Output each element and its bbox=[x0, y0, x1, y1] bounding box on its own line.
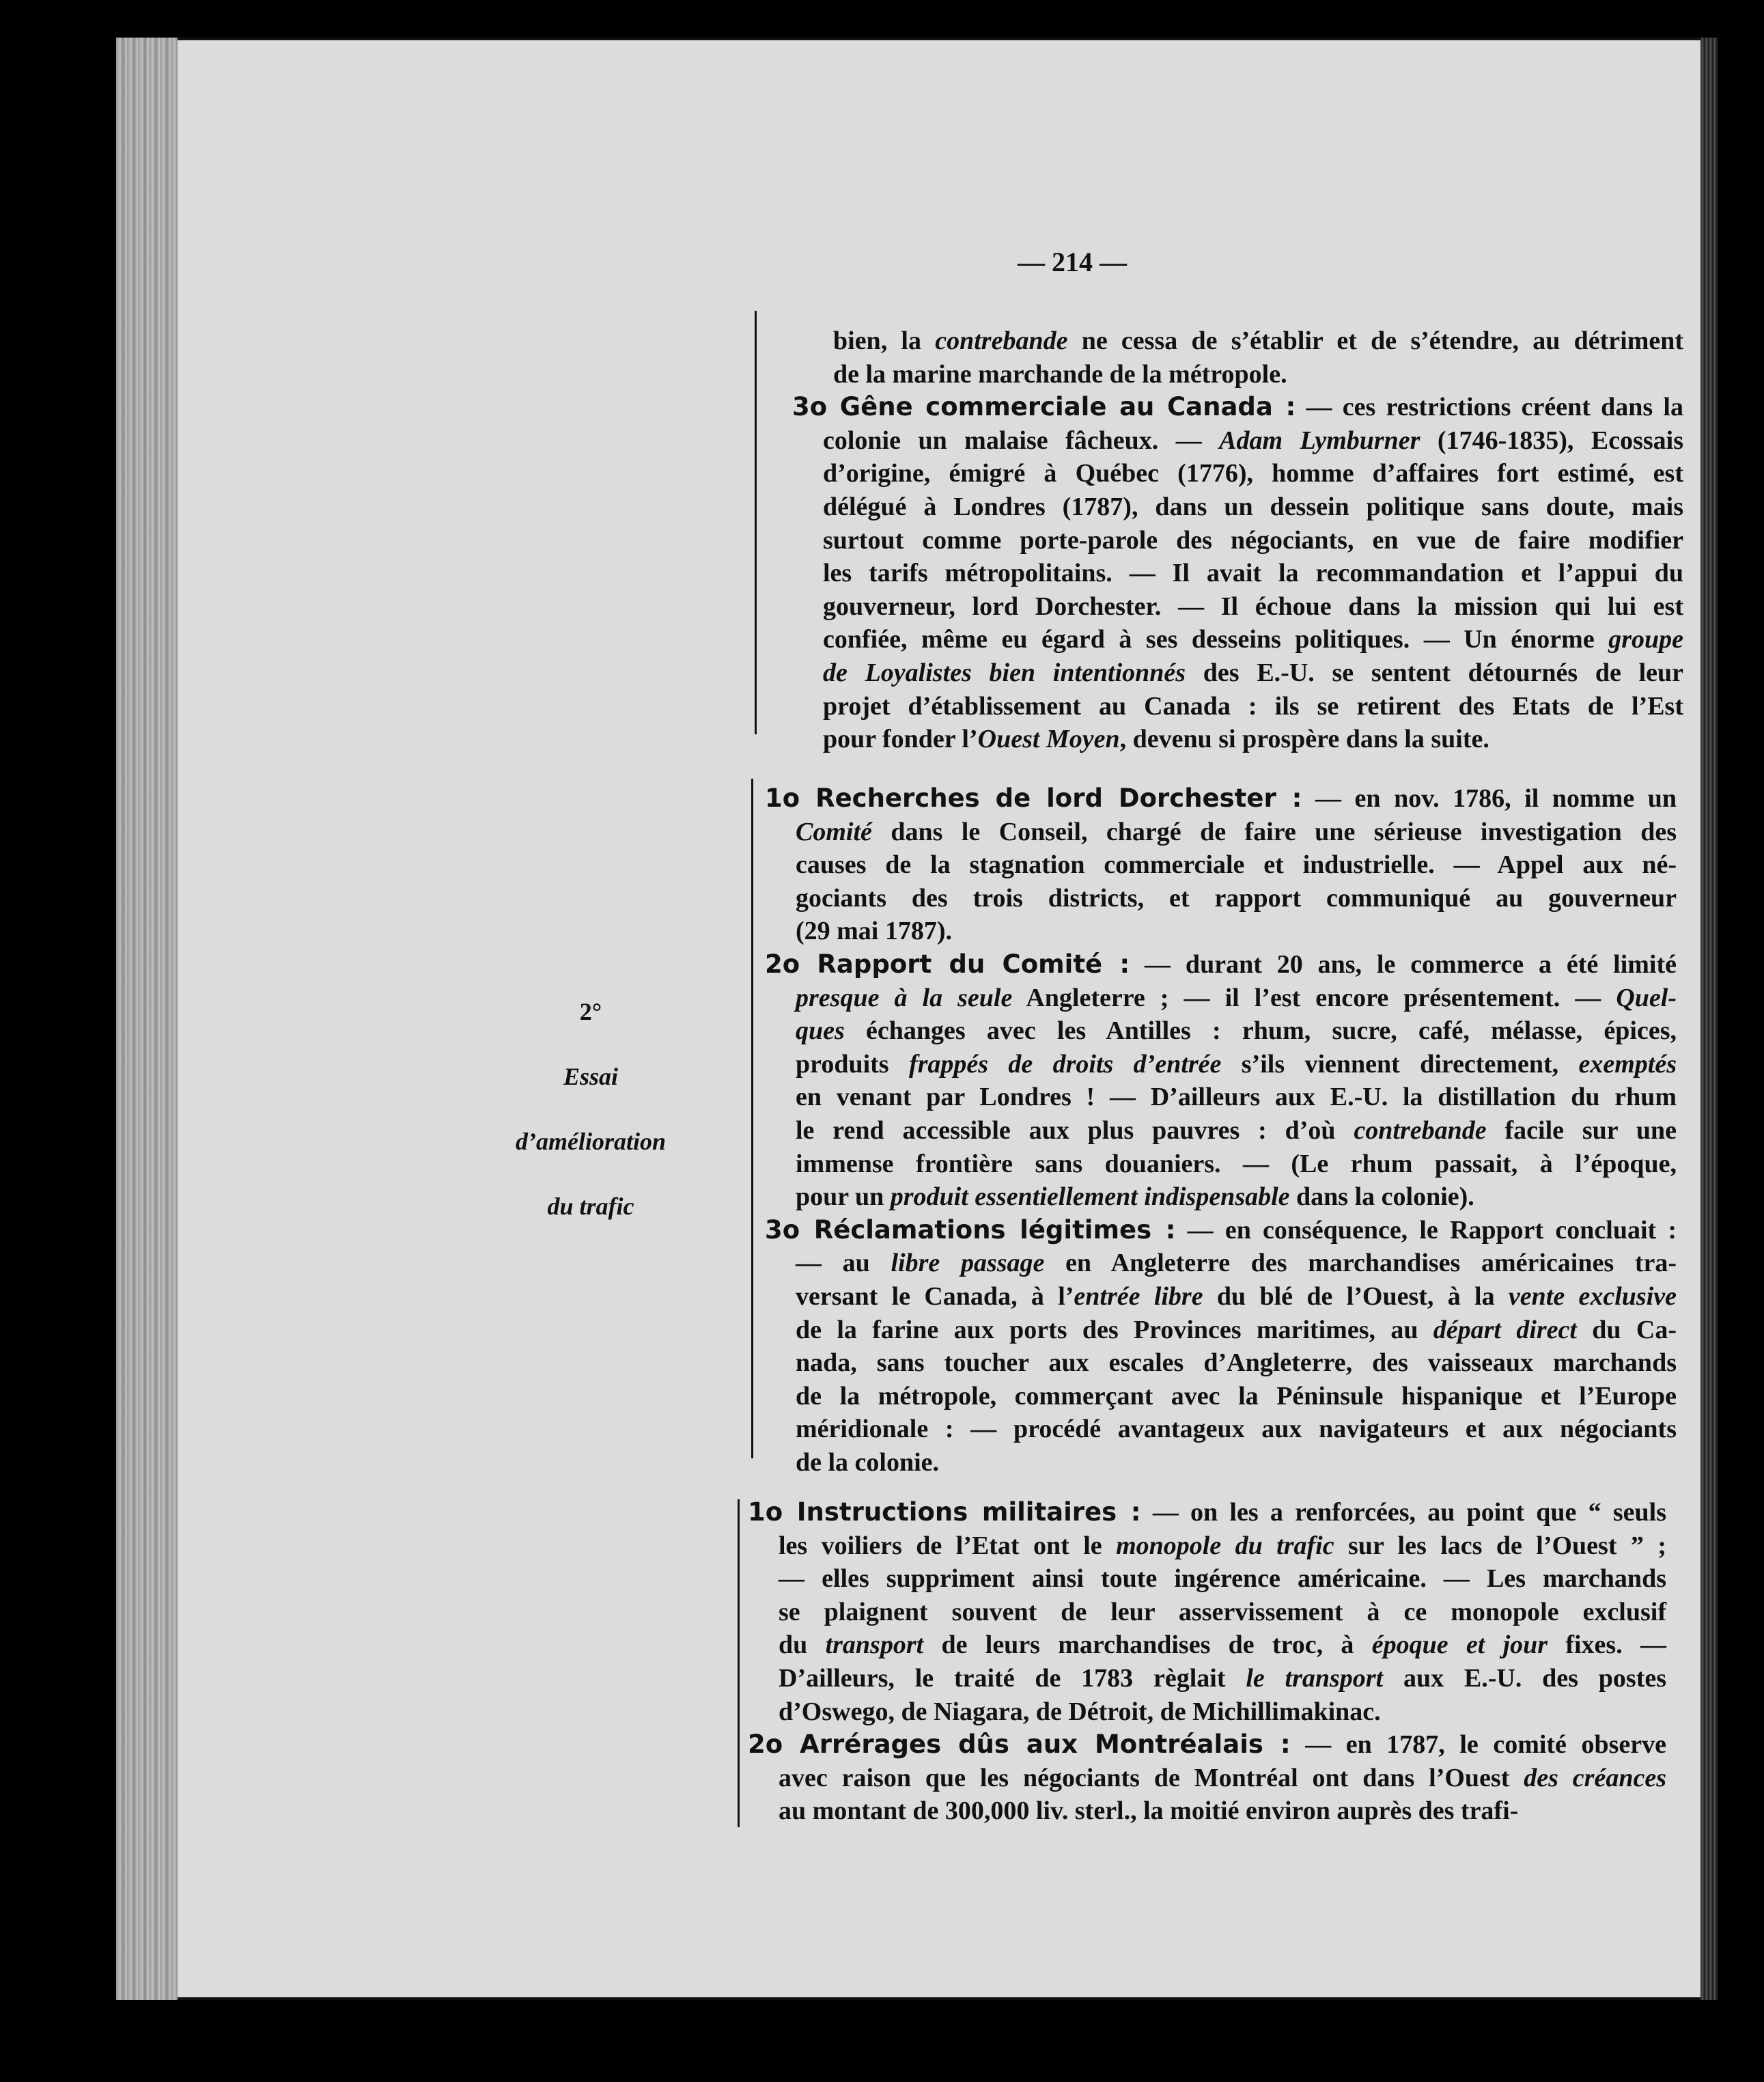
text-line: 1o Instructions militaires : — on les a renforcées, au point que “ seuls bbox=[748, 1497, 1666, 1527]
text-line: produits frappés de droits d’entrée s’ils viennent directement, exemptés bbox=[796, 1049, 1677, 1079]
italic-text: époque et jour bbox=[1371, 1630, 1548, 1660]
text-line: délégué à Londres (1787), dans un dessein politique sans doute, mais bbox=[823, 492, 1683, 521]
margin-note-line: d’amélioration bbox=[515, 1128, 666, 1155]
text-line: presque à la seule Angleterre ; — il l’est encore présentement. — Quel- bbox=[796, 983, 1677, 1012]
italic-text: Quel- bbox=[1616, 983, 1677, 1012]
section-brace bbox=[751, 779, 753, 1458]
text-line: de la métropole, commerçant avec la Péninsule hispanique et l’Europe bbox=[796, 1381, 1677, 1411]
italic-text: Comité bbox=[796, 817, 872, 846]
italic-text: contrebande bbox=[1354, 1115, 1487, 1145]
italic-text: ques bbox=[796, 1016, 845, 1046]
text-line: nada, sans toucher aux escales d’Angleterre, des vaisseaux marchands bbox=[796, 1348, 1677, 1378]
text-line: colonie un malaise fâcheux. — Adam Lymburner (1746-1835), Ecossais bbox=[823, 426, 1683, 455]
text-line: 2o Arrérages dûs aux Montréalais : — en 1787, le comité observe bbox=[748, 1730, 1666, 1760]
italic-text: de Loyalistes bien intentionnés bbox=[823, 658, 1186, 687]
text-line: causes de la stagnation commerciale et industrielle. — Appel aux né- bbox=[796, 850, 1677, 880]
text-line: surtout comme porte-parole des négociants, en vue de faire modifier bbox=[823, 525, 1683, 555]
text-line: D’ailleurs, le traité de 1783 règlait le transport aux E.-U. des postes bbox=[779, 1663, 1666, 1693]
text-line: projet d’établissement au Canada : ils se retirent des Etats de l’Est bbox=[823, 691, 1683, 721]
block2-item3 bbox=[765, 1214, 1677, 1480]
text-line: le rend accessible aux plus pauvres : d’où contrebande facile sur une bbox=[796, 1115, 1677, 1145]
italic-text: départ direct bbox=[1433, 1315, 1577, 1344]
block2-item1 bbox=[765, 782, 1677, 948]
text-line: gouverneur, lord Dorchester. — Il échoue dans la mission qui lui est bbox=[823, 592, 1683, 621]
page-number: — 214 — bbox=[1018, 247, 1127, 277]
italic-text: contrebande bbox=[935, 327, 1068, 355]
italic-text: libre passage bbox=[891, 1249, 1045, 1278]
margin-note-line: Essai bbox=[563, 1063, 619, 1090]
text-line: ques échanges avec les Antilles : rhum, sucre, café, mélasse, épices, bbox=[796, 1016, 1677, 1046]
text-line: les tarifs métropolitains. — Il avait la recommandation et l’appui du bbox=[823, 559, 1683, 588]
item-heading: 2o Arrérages dûs aux Montréalais : bbox=[748, 1730, 1291, 1760]
section-brace bbox=[738, 1499, 740, 1827]
italic-text: le transport bbox=[1246, 1663, 1384, 1693]
item-heading: 3o Gêne commerciale au Canada : bbox=[792, 392, 1296, 422]
italic-text: groupe bbox=[1608, 625, 1683, 654]
italic-text: exemptés bbox=[1578, 1049, 1677, 1079]
text-line: les voiliers de l’Etat ont le monopole du trafic sur les lacs de l’Ouest ” ; bbox=[779, 1531, 1666, 1560]
text-line: d’origine, émigré à Québec (1776), homme d’affaires fort estimé, est bbox=[823, 459, 1683, 488]
item-heading: 2o Rapport du Comité : bbox=[765, 949, 1130, 979]
margin-note bbox=[492, 997, 690, 1257]
book-spine bbox=[116, 38, 178, 2000]
text-line: d’Oswego, de Niagara, de Détroit, de Michillimakinac. bbox=[779, 1697, 1381, 1726]
text-line: confiée, même eu égard à ses desseins politiques. — Un énorme groupe bbox=[823, 625, 1683, 654]
text-line: — au libre passage en Angleterre des marchandises américaines tra- bbox=[796, 1249, 1677, 1278]
text-line: avec raison que les négociants de Montréal ont dans l’Ouest des créances bbox=[779, 1763, 1666, 1792]
text-line: 3o Gêne commerciale au Canada : — ces restrictions créent dans la bbox=[792, 392, 1683, 422]
margin-note-line: du trafic bbox=[547, 1193, 634, 1220]
text-line: au montant de 300,000 liv. sterl., la moitié environ auprès des trafi- bbox=[779, 1796, 1519, 1826]
text-line: bien, la contrebande ne cessa de s’établir et de s’étendre, au détriment bbox=[833, 327, 1683, 355]
italic-text: des créances bbox=[1524, 1763, 1666, 1792]
item-heading: 3o Réclamations légitimes : bbox=[765, 1214, 1176, 1245]
text-line: se plaignent souvent de leur asservissement à ce monopole exclusif bbox=[779, 1597, 1666, 1626]
text-line: en venant par Londres ! — D’ailleurs aux E.-U. la distillation du rhum bbox=[796, 1083, 1677, 1112]
text-line: Comité dans le Conseil, chargé de faire une sérieuse investigation des bbox=[796, 817, 1677, 846]
text-line: du transport de leurs marchandises de troc, à époque et jour fixes. — bbox=[779, 1630, 1666, 1660]
text-line: — elles suppriment ainsi toute ingérence américaine. — Les marchands bbox=[779, 1564, 1666, 1594]
text-line: (29 mai 1787). bbox=[796, 917, 953, 946]
block3-item1 bbox=[748, 1496, 1666, 1728]
italic-text: frappés de droits d’entrée bbox=[908, 1049, 1222, 1079]
text-line: méridionale : — procédé avantageux aux navigateurs et aux négociants bbox=[796, 1415, 1677, 1444]
text-block-1 bbox=[792, 324, 1683, 756]
text-line: 1o Recherches de lord Dorchester : — en nov. 1786, il nomme un bbox=[765, 783, 1677, 813]
text-line: 2o Rapport du Comité : — durant 20 ans, le commerce a été limité bbox=[765, 949, 1677, 979]
text-line: de Loyalistes bien intentionnés des E.-U. se sentent détournés de leur bbox=[823, 658, 1683, 687]
text-line: de la farine aux ports des Provinces maritimes, au départ direct du Ca- bbox=[796, 1315, 1677, 1344]
block2-item2 bbox=[765, 948, 1677, 1214]
text-line: versant le Canada, à l’entrée libre du blé de l’Ouest, à la vente exclusive bbox=[796, 1281, 1677, 1311]
page-edge bbox=[1700, 38, 1718, 2000]
italic-text: entrée libre bbox=[1074, 1281, 1203, 1311]
italic-text: presque à la seule bbox=[796, 983, 1013, 1012]
text-block-3 bbox=[748, 1496, 1666, 1828]
text-line: gociants des trois districts, et rapport communiqué au gouverneur bbox=[796, 883, 1677, 913]
text-line: pour un produit essentiellement indispensable dans la colonie). bbox=[796, 1182, 1474, 1212]
italic-text: vente exclusive bbox=[1508, 1281, 1677, 1311]
margin-note-number: 2° bbox=[579, 998, 602, 1025]
italic-text: Adam Lymburner bbox=[1219, 426, 1420, 455]
item-heading: 1o Recherches de lord Dorchester : bbox=[765, 783, 1302, 813]
block1-item3 bbox=[792, 391, 1683, 756]
section-brace bbox=[755, 311, 757, 734]
text-line: 3o Réclamations légitimes : — en conséquence, le Rapport concluait : bbox=[765, 1214, 1677, 1245]
block3-item2 bbox=[748, 1728, 1666, 1828]
text-line: de la colonie. bbox=[796, 1447, 940, 1477]
text-line: de la marine marchande de la métropole. bbox=[833, 359, 1287, 389]
italic-text: transport bbox=[825, 1630, 924, 1660]
item-heading: 1o Instructions militaires : bbox=[748, 1497, 1141, 1527]
text-line: immense frontière sans douaniers. — (Le rhum passait, à l’époque, bbox=[796, 1149, 1677, 1178]
italic-text: monopole du trafic bbox=[1116, 1531, 1334, 1560]
block1-lines bbox=[792, 324, 1683, 391]
text-line: pour fonder l’Ouest Moyen, devenu si prospère dans la suite. bbox=[823, 725, 1489, 754]
text-block-2 bbox=[765, 782, 1677, 1479]
italic-text: Ouest Moyen bbox=[977, 725, 1120, 754]
italic-text: produit essentiellement indispensable bbox=[890, 1182, 1290, 1212]
